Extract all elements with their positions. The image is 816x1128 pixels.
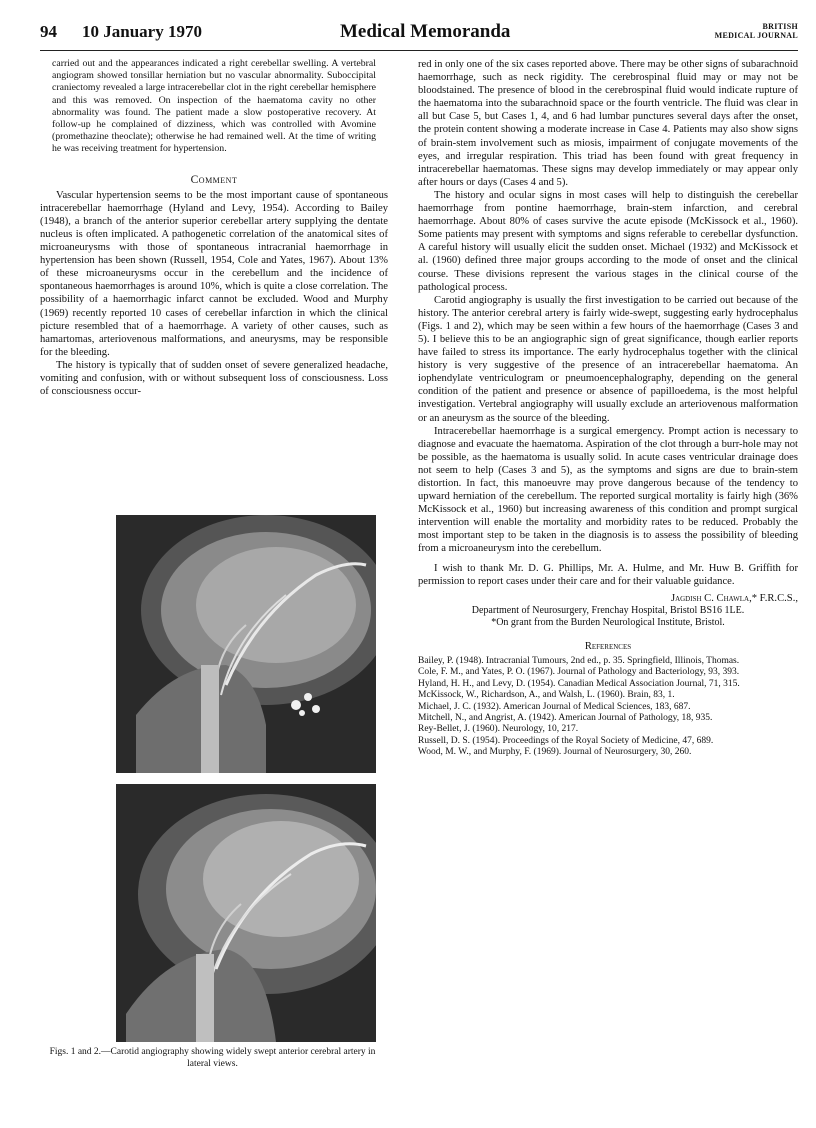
references-list [418,656,798,759]
acknowledgements: I wish to thank Mr. D. G. Phillips, Mr. A. Hulme, and Mr. Huw B. Griffith for permission to report cases under their care and for their valuable guidance. [418,562,798,587]
reference-item: Hyland, H. H., and Levy, D. (1954). Canadian Medical Association Journal, 71, 315. [418,678,740,689]
right-paragraph-4: Intracerebellar haemorrhage is a surgical emergency. Prompt action is necessary to diagnose and evacuate the haematoma. Aspiration of the clot through a burr-hole may not be possible, as the haematoma is usually solid. In acute cases ventricular drainage does not seem to help (Cases 3 and 5), as the symptoms and signs are due to brain-stem distortion. In fact, this manoeuvre may prove dangerous because of the tendency to upward herniation of the cerebellum. The reported surgical mortality is fairly high (36% McKissock et al., 1960) but increasing awareness of this condition and prompt surgical intervention will enable the mortality and morbidity rates to be reduced. Probably the most important step to be taken in the diagnosis is to assess the possibility of bleeding from a microaneurysm into the cerebellum. [418,425,798,555]
reference-item: Mitchell, N., and Angrist, A. (1942). American Journal of Pathology, 18, 935. [418,712,713,723]
author-grant-note: *On grant from the Burden Neurological Institute, Bristol. [491,617,725,629]
page-header [40,22,798,51]
reference-item: Bailey, P. (1948). Intracranial Tumours, 2nd ed., p. 35. Springfield, Illinois, Thomas. [418,655,740,666]
figure-1-angiogram [116,515,376,773]
left-column [40,58,388,398]
comment-heading: Comment [190,173,238,186]
right-paragraph-2: The history and ocular signs in most cases will help to distinguish the cerebellar haemorrhage from pontine haemorrhage, brain-stem infarction, and cerebral haemorrhage. About 80% of cases survive the acute episode (McKissock et al., 1960). Some patients may present with symptoms and signs referable to cerebellar dysfunction. A careful history will usually elicit the sudden onset. Michael (1932) and McKissock et al. (1960) defined three major groups according to the mode of onset and the clinical course. These divisions represent the various stages in the clinical course of the pathological process. [418,189,798,293]
reference-item: Rey-Bellet, J. (1960). Neurology, 10, 217. [418,724,579,735]
right-column [418,58,798,759]
references-heading: References [584,640,632,652]
figure-2-angiogram [116,784,376,1042]
comment-paragraph-2: The history is typically that of sudden onset of severe generalized headache, vomiting and confusion, with or without subsequent loss of consciousness. Loss of consciousness occur- [40,359,388,398]
page-number: 94 [40,22,57,41]
reference-item: McKissock, W., Richardson, A., and Walsh, L. (1960). Brain, 83, 1. [418,690,675,701]
author-signature: Jagdish C. Chawla,* F.R.C.S., [670,592,798,604]
issue-date: 10 January 1970 [82,22,202,41]
author-affiliation: Department of Neurosurgery, Frenchay Hospital, Bristol BS16 1LE. [471,604,745,616]
journal-logo: BRITISH MEDICAL JOURNAL [714,22,798,40]
reference-item: Michael, J. C. (1932). American Journal of Medical Sciences, 183, 687. [418,701,691,712]
section-title: Medical Memoranda [340,21,511,42]
reference-item: Russell, D. S. (1954). Proceedings of the Royal Society of Medicine, 47, 689. [418,735,714,746]
comment-paragraph-1: Vascular hypertension seems to be the most important cause of spontaneous intracerebellar haemorrhage (Hyland and Levy, 1954). According to Bailey (1948), a branch of the anterior superior cerebellar artery supplying the dentate nucleus is often implicated. A pathogenetic correlation of the anatomical sites of microaneurysms with those of spontaneous intracranial haemorrhage in hypertension has been shown (Russell, 1954, Cole and Yates, 1967). About 13% of these microaneurysms occur in the cerebellum and the incidence of spontaneous haemorrhages is around 10%, which is quite a close correlation. The possibility of a haemorrhagic infarct cannot be excluded. Wood and Murphy (1969) recently reported 10 cases of cerebellar infarction in which the clinical picture resembled that of a haemorrhage. A variety of other causes, such as hamartomas, arteriovenous malformations, and aneurysms, may be responsible for the bleeding. [40,189,388,358]
right-paragraph-3: Carotid angiography is usually the first investigation to be carried out because of the history. The anterior cerebral artery is fairly wide-swept, suggesting early hydrocephalus (Figs. 1 and 2), which may be seen within a few hours of the haemorrhage (Cases 3 and 5). I believe this to be an angiographic sign of great significance, though earlier reports have failed to stress its importance. The early hydrocephalus together with the clinical history is very suggestive of the presence of an intracerebellar haematoma. An iophendylate ventriculogram or pneumoencephalography, depending on the general condition of the patient and presence or absence of papilloedema, is the most helpful investigation. Vertebral angiography will usually exclude an arteriovenous malformation or an aneurysm as the source of the bleeding. [418,294,798,424]
reference-item: Wood, M. W., and Murphy, F. (1969). Journal of Neurosurgery, 30, 260. [418,747,692,758]
case-report-text: carried out and the appearances indicated a right cerebellar swelling. A vertebral angiogram showed tonsillar herniation but no vascular abnormality. Suboccipital craniectomy revealed a large intracerebellar clot in the right cerebellar hemisphere and this was removed. On inspection of the haematoma cavity no other abnormality was found. The patient made a slow postoperative recovery. At follow-up he complained of dizziness, which was controlled with Avomine (promethazine theoclate); otherwise he had remained well. At the time of writing he was receiving treatment for hypertension. [52,58,376,155]
reference-item: Cole, F. M., and Yates, P. O. (1967). Journal of Pathology and Bacteriology, 93, 393. [418,667,740,678]
figure-caption: Figs. 1 and 2.—Carotid angiography showing widely swept anterior cerebral artery in lateral views. [49,1047,376,1069]
right-paragraph-1: red in only one of the six cases reported above. There may be other signs of subarachnoid haemorrhage, such as neck rigidity. The cerebrospinal fluid may or may not be bloodstained. The presence of blood in the cerebrospinal fluid would indicate rupture of the haematoma into the subarachnoid space or the fourth ventricle. The fluid was clear in all but Case 5, but Cases 1, 4, and 6 had lumbar punctures several days after the onset, the protein content showing a moderate increase in Case 4. Patients may also show signs of brain-stem involvement such as miosis, impairment of conjugate movements of the eyes, and irregular respiration. This triad has been found with great frequency in intracerebellar haematomas. These signs may develop immediately or may appear only after hours or days (Cases 4 and 5). [418,59,798,188]
